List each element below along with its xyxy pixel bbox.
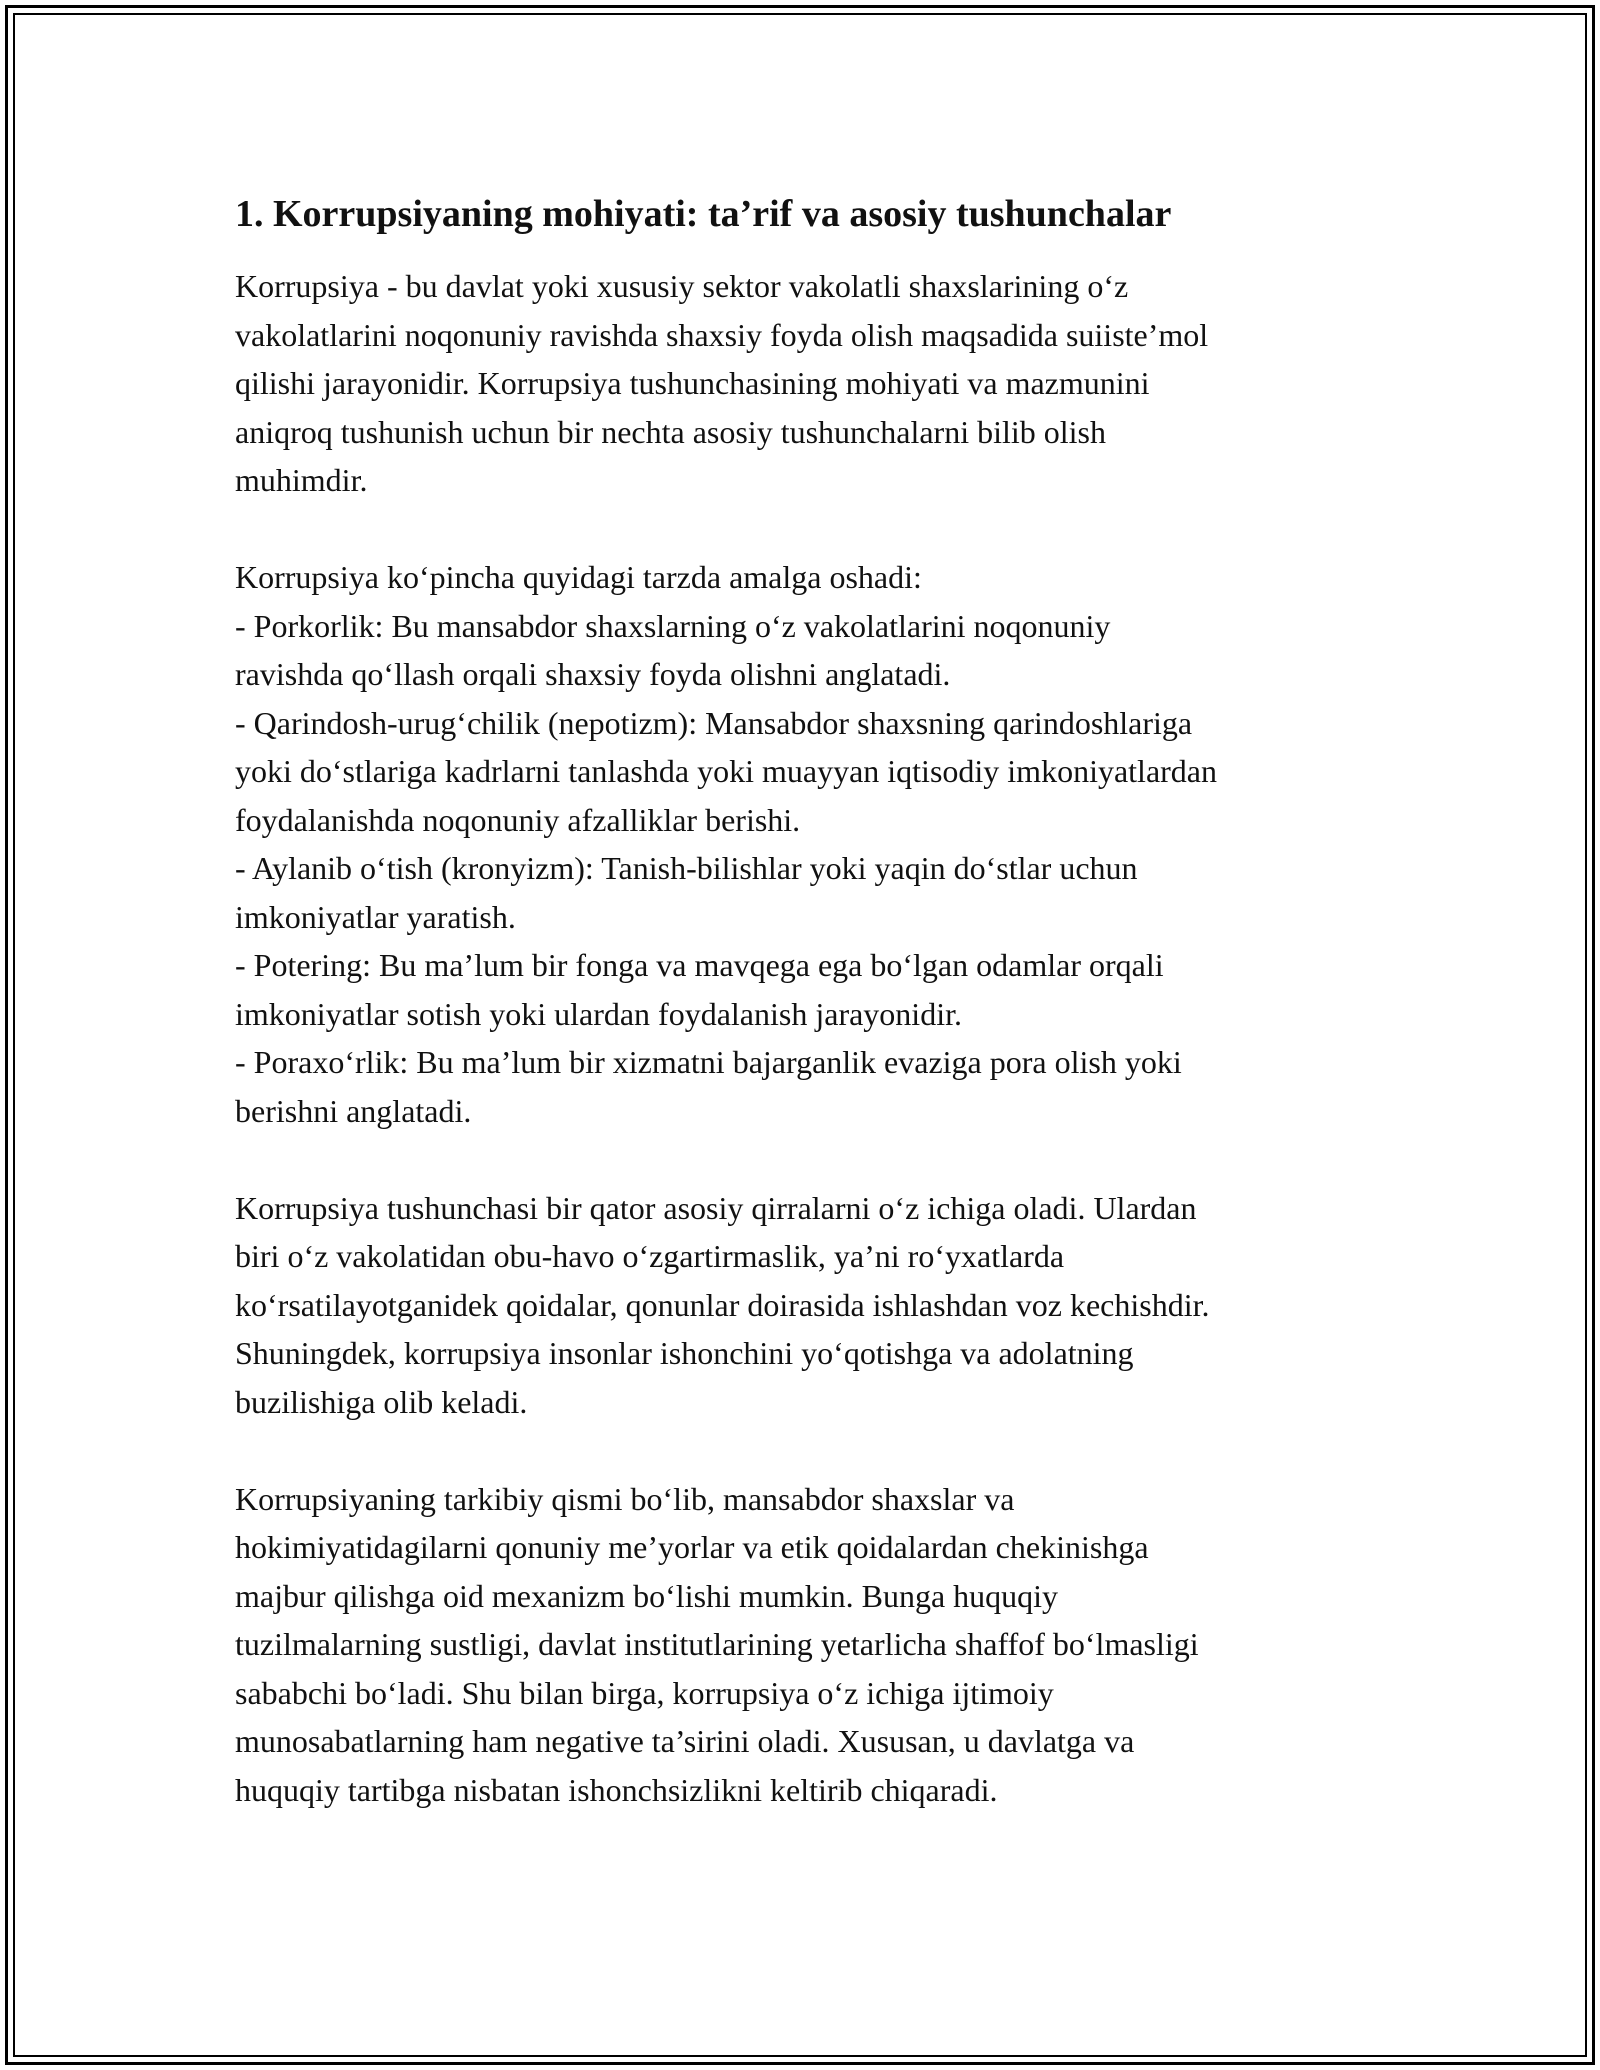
text-line: berishni anglatadi. <box>235 1092 472 1129</box>
text-line: vakolatlarini noqonuniy ravishda shaxsiy foyda olish maqsadida suiiste’mol <box>235 316 1209 353</box>
text-line: munosabatlarning ham negative ta’sirini oladi. Xususan, u davlatga va <box>235 1723 1135 1759</box>
document-body <box>235 186 1385 1814</box>
paragraph-definition <box>235 262 1385 505</box>
text-line: foydalanishda noqonuniy afzalliklar berishi. <box>235 801 801 838</box>
text-line: Korrupsiya ko‘pincha quyidagi tarzda amalga oshadi: <box>235 559 922 595</box>
text-line: hokimiyatidagilarni qonuniy me’yorlar va etik qoidalardan chekinishga <box>235 1529 1149 1565</box>
text-line: muhimdir. <box>235 462 368 498</box>
list-item-line: - Porkorlik: Bu mansabdor shaxslarning o‘z vakolatlarini noqonuniy <box>235 607 1111 644</box>
text-line: Korrupsiya - bu davlat yoki xususiy sektor vakolatli shaxslarining o‘z <box>235 268 1129 304</box>
text-line: yoki do‘stlariga kadrlarni tanlashda yoki muayyan iqtisodiy imkoniyatlardan <box>235 753 1217 789</box>
text-line: biri o‘z vakolatidan obu-havo o‘zgartirmaslik, ya’ni ro‘yxatlarda <box>235 1238 1065 1274</box>
text-line: sababchi bo‘ladi. Shu bilan birga, korrupsiya o‘z ichiga ijtimoiy <box>235 1674 1054 1711</box>
list-item-line: - Aylanib o‘tish (kronyizm): Tanish-bilishlar yoki yaqin do‘stlar uchun <box>235 850 1138 886</box>
text-line: ko‘rsatilayotganidek qoidalar, qonunlar doirasida ishlashdan voz kechishdir. <box>235 1286 1210 1323</box>
section-heading: 1. Korrupsiyaning mohiyati: ta’rif va asosiy tushunchalar <box>235 193 1172 235</box>
text-line: Korrupsiyaning tarkibiy qismi bo‘lib, mansabdor shaxslar va <box>235 1480 1015 1517</box>
paragraph-gap <box>235 505 1385 554</box>
text-line: aniqroq tushunish uchun bir nechta asosiy tushunchalarni bilib olish <box>235 413 1106 450</box>
text-line: imkoniyatlar yaratish. <box>235 898 516 935</box>
paragraph-forms-list <box>235 553 1385 1135</box>
text-line: Shuningdek, korrupsiya insonlar ishonchini yo‘qotishga va adolatning <box>235 1335 1134 1371</box>
text-line: imkoniyatlar sotish yoki ulardan foydalanish jarayonidir. <box>235 995 962 1032</box>
text-line: ravishda qo‘llash orqali shaxsiy foyda olishni anglatadi. <box>235 656 951 692</box>
text-line: tuzilmalarning sustligi, davlat institutlarining yetarlicha shaffof bo‘lmasligi <box>235 1626 1199 1662</box>
paragraph-gap <box>235 1426 1385 1475</box>
text-line: huquqiy tartibga nisbatan ishonchsizlikni keltirib chiqaradi. <box>235 1771 998 1808</box>
list-item-line: - Potering: Bu ma’lum bir fonga va mavqega ega bo‘lgan odamlar orqali <box>235 947 1164 983</box>
text-line: majbur qilishga oid mexanizm bo‘lishi mumkin. Bunga huquqiy <box>235 1577 1059 1614</box>
paragraph-gap <box>235 1135 1385 1184</box>
text-line: Korrupsiya tushunchasi bir qator asosiy qirralarni o‘z ichiga oladi. Ulardan <box>235 1189 1197 1226</box>
list-item-line: - Qarindosh-urug‘chilik (nepotizm): Mansabdor shaxsning qarindoshlariga <box>235 704 1193 741</box>
text-line: qilishi jarayonidir. Korrupsiya tushunchasining mohiyati va mazmunini <box>235 365 1150 401</box>
paragraph-aspects <box>235 1184 1385 1427</box>
paragraph-mechanism <box>235 1475 1385 1815</box>
list-item-line: - Poraxo‘rlik: Bu ma’lum bir xizmatni bajarganlik evaziga pora olish yoki <box>235 1044 1182 1080</box>
text-line: buzilishiga olib keladi. <box>235 1383 528 1420</box>
